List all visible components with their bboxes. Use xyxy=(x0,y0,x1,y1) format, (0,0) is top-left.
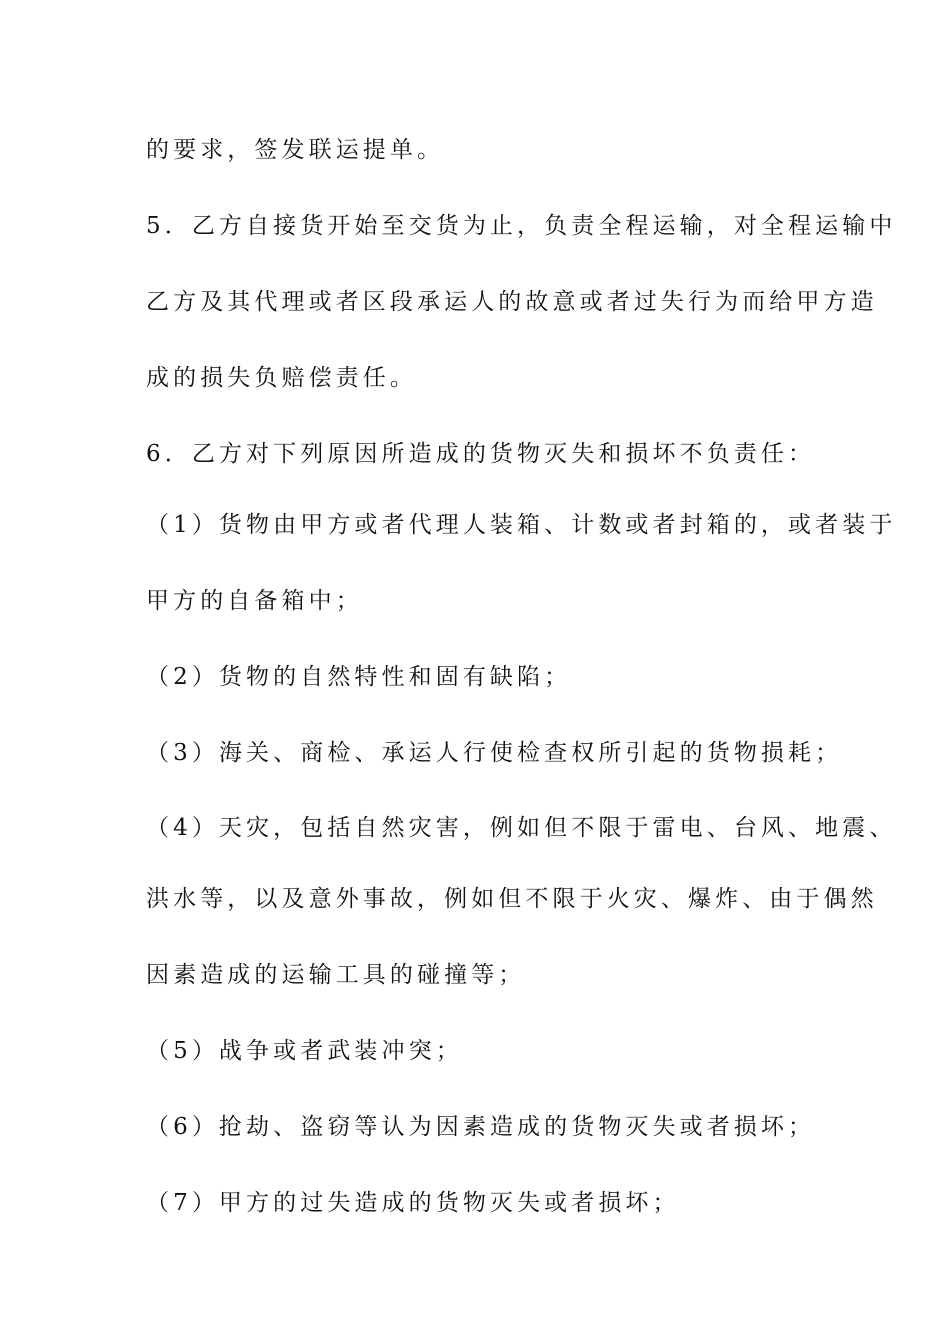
text-line: （2）货物的自然特性和固有缺陷； xyxy=(146,664,572,690)
text-line: （3）海关、商检、承运人行使检查权所引起的货物损耗； xyxy=(146,740,843,766)
text-line: （7）甲方的过失造成的货物灭失或者损坏； xyxy=(146,1190,680,1216)
text-line: 的要求，签发联运提单。 xyxy=(146,137,445,163)
text-line: （4）天灾，包括自然灾害，例如但不限于雷电、台风、地震、 xyxy=(146,815,897,841)
text-line: 甲方的自备箱中； xyxy=(146,588,363,614)
text-line: （1）货物由甲方或者代理人装箱、计数或者封箱的，或者装于 xyxy=(146,512,897,538)
text-line: 5．乙方自接货开始至交货为止，负责全程运输，对全程运输中 xyxy=(146,213,897,239)
text-line: 6．乙方对下列原因所造成的货物灭失和损坏不负责任： xyxy=(146,441,816,467)
text-line: 成的损失负赔偿责任。 xyxy=(146,365,417,391)
text-line: 洪水等，以及意外事故，例如但不限于火灾、爆炸、由于偶然 xyxy=(146,886,878,912)
text-line: （5）战争或者武装冲突； xyxy=(146,1038,463,1064)
text-line: （6）抢劫、盗窃等认为因素造成的货物灭失或者损坏； xyxy=(146,1114,816,1140)
text-line: 乙方及其代理或者区段承运人的故意或者过失行为而给甲方造 xyxy=(146,289,878,315)
text-line: 因素造成的运输工具的碰撞等； xyxy=(146,962,526,988)
